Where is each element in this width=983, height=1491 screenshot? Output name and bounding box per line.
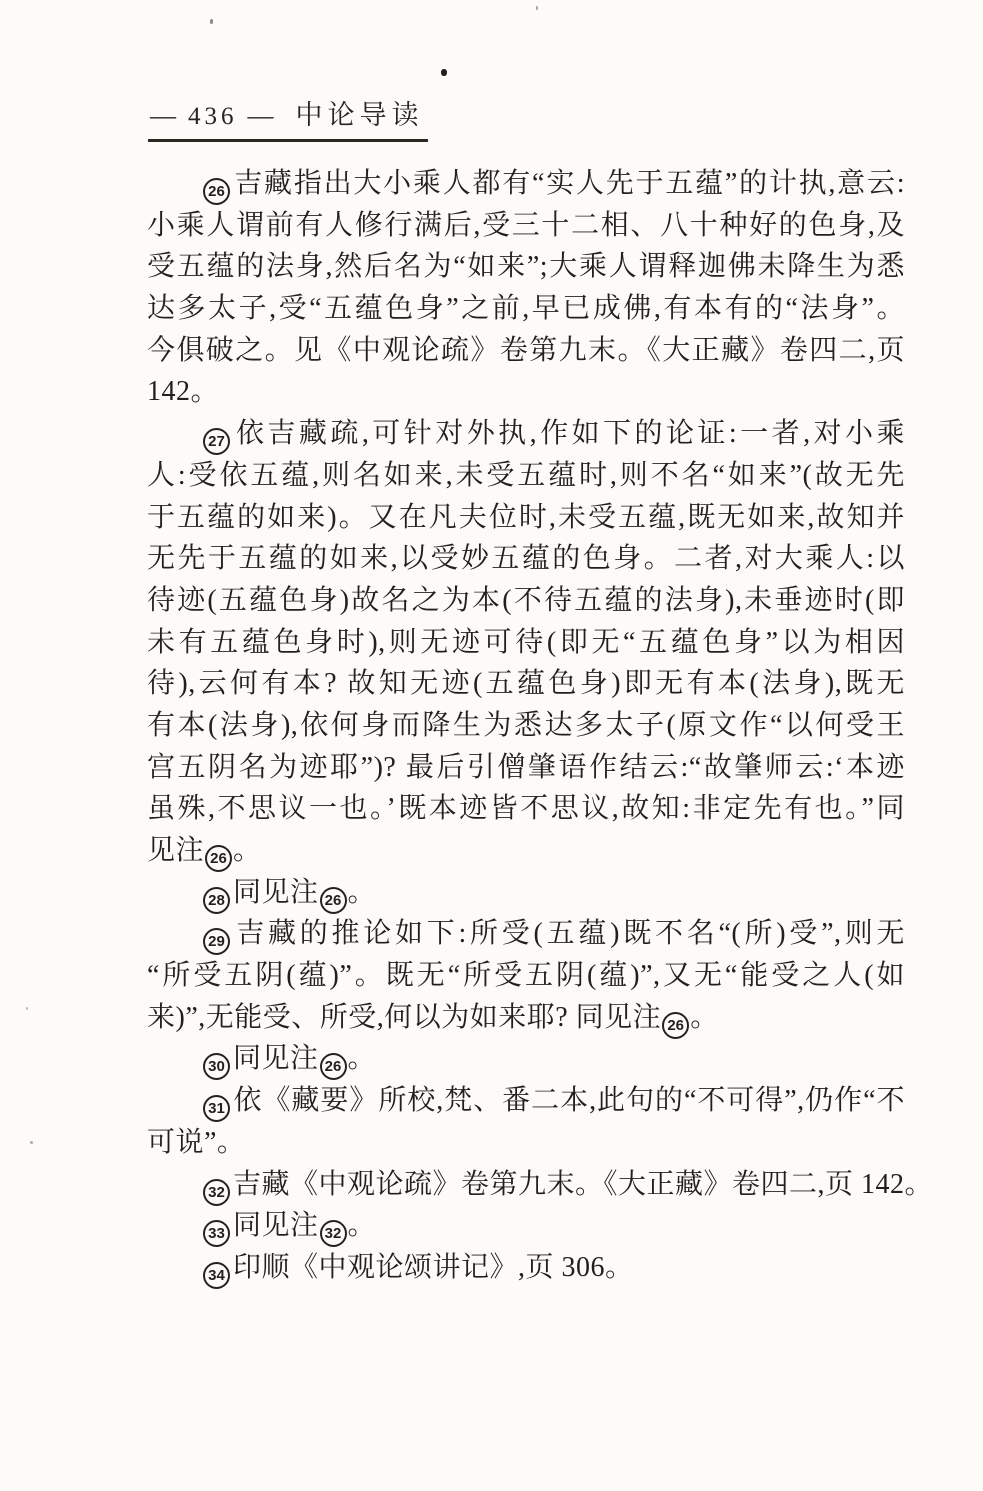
note-text: 虽殊,不思议一也。’既本迹皆不思议,故知:非定先有也。”同 (147, 793, 905, 825)
note-text: “所受五阴(蕴)”。既无“所受五阴(蕴)”,又无“能受之人(如 (147, 960, 905, 992)
note-ref-badge: 26 (320, 887, 347, 914)
book-title: 中论导读 (295, 100, 424, 130)
note-text: 。 (347, 1210, 377, 1242)
note-text: 同见注 (233, 1210, 319, 1242)
scan-speck (210, 19, 213, 24)
note-line (147, 163, 905, 205)
note-line (147, 455, 905, 497)
note-line (147, 788, 905, 830)
note-text: 142。 (147, 376, 220, 408)
note-line (147, 1164, 934, 1206)
note-line (147, 1247, 905, 1289)
note-text: 未有五蕴色身时),则无迹可待(即无“五蕴色身”以为相因 (147, 626, 905, 658)
note-text: 依吉藏疏,可针对外执,作如下的论证:一者,对小乘 (233, 418, 905, 450)
running-head (148, 100, 428, 142)
note-line (147, 663, 905, 705)
note-line (147, 371, 905, 413)
note-text: 吉藏《中观论疏》卷第九末。《大正藏》卷四二,页 142。 (233, 1168, 934, 1200)
note-line (147, 997, 905, 1039)
scan-speck (441, 69, 447, 76)
note-line (147, 413, 905, 455)
note-text: 。 (347, 876, 377, 908)
note-text: 有本(法身),依何身而降生为悉达多太子(原文作“以何受王 (147, 709, 905, 741)
note-text: 印顺《中观论颂讲记》,页 306。 (233, 1251, 634, 1283)
note-number-badge: 33 (203, 1220, 230, 1247)
note-text: 。 (347, 1043, 377, 1075)
note-line (147, 538, 905, 580)
note-line (147, 246, 905, 288)
note-line (147, 955, 905, 997)
note-line (147, 1080, 905, 1122)
note-text: 吉藏的推论如下:所受(五蕴)既不名“(所)受”,则无 (233, 918, 905, 950)
note-ref-badge: 32 (320, 1220, 347, 1247)
note-number-badge: 27 (203, 428, 230, 455)
note-number-badge: 30 (203, 1053, 230, 1080)
note-line (147, 580, 905, 622)
note-text: 待),云何有本? 故知无迹(五蕴色身)即无有本(法身),既无 (147, 668, 905, 700)
header-dash-left: — (150, 101, 176, 130)
note-text: 人:受依五蕴,则名如来,未受五蕴时,则不名“如来”(故无先 (147, 459, 905, 491)
note-text: 。 (690, 1001, 719, 1033)
note-text: 无先于五蕴的如来,以受妙五蕴的色身。二者,对大乘人:以 (147, 543, 905, 575)
note-line (147, 205, 905, 247)
note-text: 受五蕴的法身,然后名为“如来”;大乘人谓释迦佛未降生为悉 (147, 251, 905, 283)
note-text: 来)”,无能受、所受,何以为如来耶? 同见注 (147, 1001, 662, 1033)
note-number-badge: 28 (203, 887, 230, 914)
note-text: 。 (233, 835, 262, 866)
note-ref-badge: 26 (320, 1053, 347, 1080)
note-line (147, 1038, 905, 1080)
scan-speck (30, 1141, 33, 1144)
note-ref-badge: 26 (662, 1012, 689, 1039)
note-line (147, 330, 905, 372)
note-line (147, 1205, 905, 1247)
note-line (147, 830, 905, 872)
scan-speck (26, 1007, 28, 1010)
note-text: 同见注 (233, 876, 319, 908)
note-ref-badge: 26 (205, 845, 232, 872)
note-line (147, 872, 905, 914)
note-text: 同见注 (233, 1043, 319, 1075)
note-number-badge: 29 (203, 928, 230, 955)
note-text: 小乘人谓前有人修行满后,受三十二相、八十种好的色身,及 (147, 209, 905, 241)
note-number-badge: 34 (203, 1262, 230, 1289)
scan-speck (536, 6, 538, 10)
note-line (147, 1122, 905, 1164)
note-text: 宫五阴名为迹耶”)? 最后引僧肇语作结云:“故肇师云:‘本迹 (147, 751, 905, 783)
note-line (147, 288, 905, 330)
note-line (147, 497, 905, 539)
note-number-badge: 31 (203, 1095, 230, 1122)
header-dash-right: — (247, 101, 274, 130)
note-line (147, 747, 905, 789)
note-number-badge: 32 (203, 1179, 230, 1206)
endnotes-block (147, 163, 934, 1289)
note-text: 达多太子,受“五蕴色身”之前,早已成佛,有本有的“法身”。 (147, 293, 905, 325)
note-line (147, 913, 905, 955)
note-text: 待迹(五蕴色身)故名之为本(不待五蕴的法身),未垂迹时(即 (147, 584, 905, 616)
note-number-badge: 26 (203, 178, 230, 205)
note-text: 今俱破之。见《中观论疏》卷第九末。《大正藏》卷四二,页 (147, 334, 905, 366)
note-text: 见注 (147, 835, 205, 866)
note-text: 依《藏要》所校,梵、番二本,此句的“不可得”,仍作“不 (233, 1085, 905, 1117)
note-line (147, 705, 905, 747)
note-line (147, 622, 905, 664)
note-text: 可说”。 (147, 1126, 246, 1158)
note-text: 于五蕴的如来)。又在凡夫位时,未受五蕴,既无如来,故知并 (147, 501, 905, 533)
note-text: 吉藏指出大小乘人都有“实人先于五蕴”的计执,意云: (233, 168, 905, 199)
page-number: 436 (188, 103, 238, 130)
